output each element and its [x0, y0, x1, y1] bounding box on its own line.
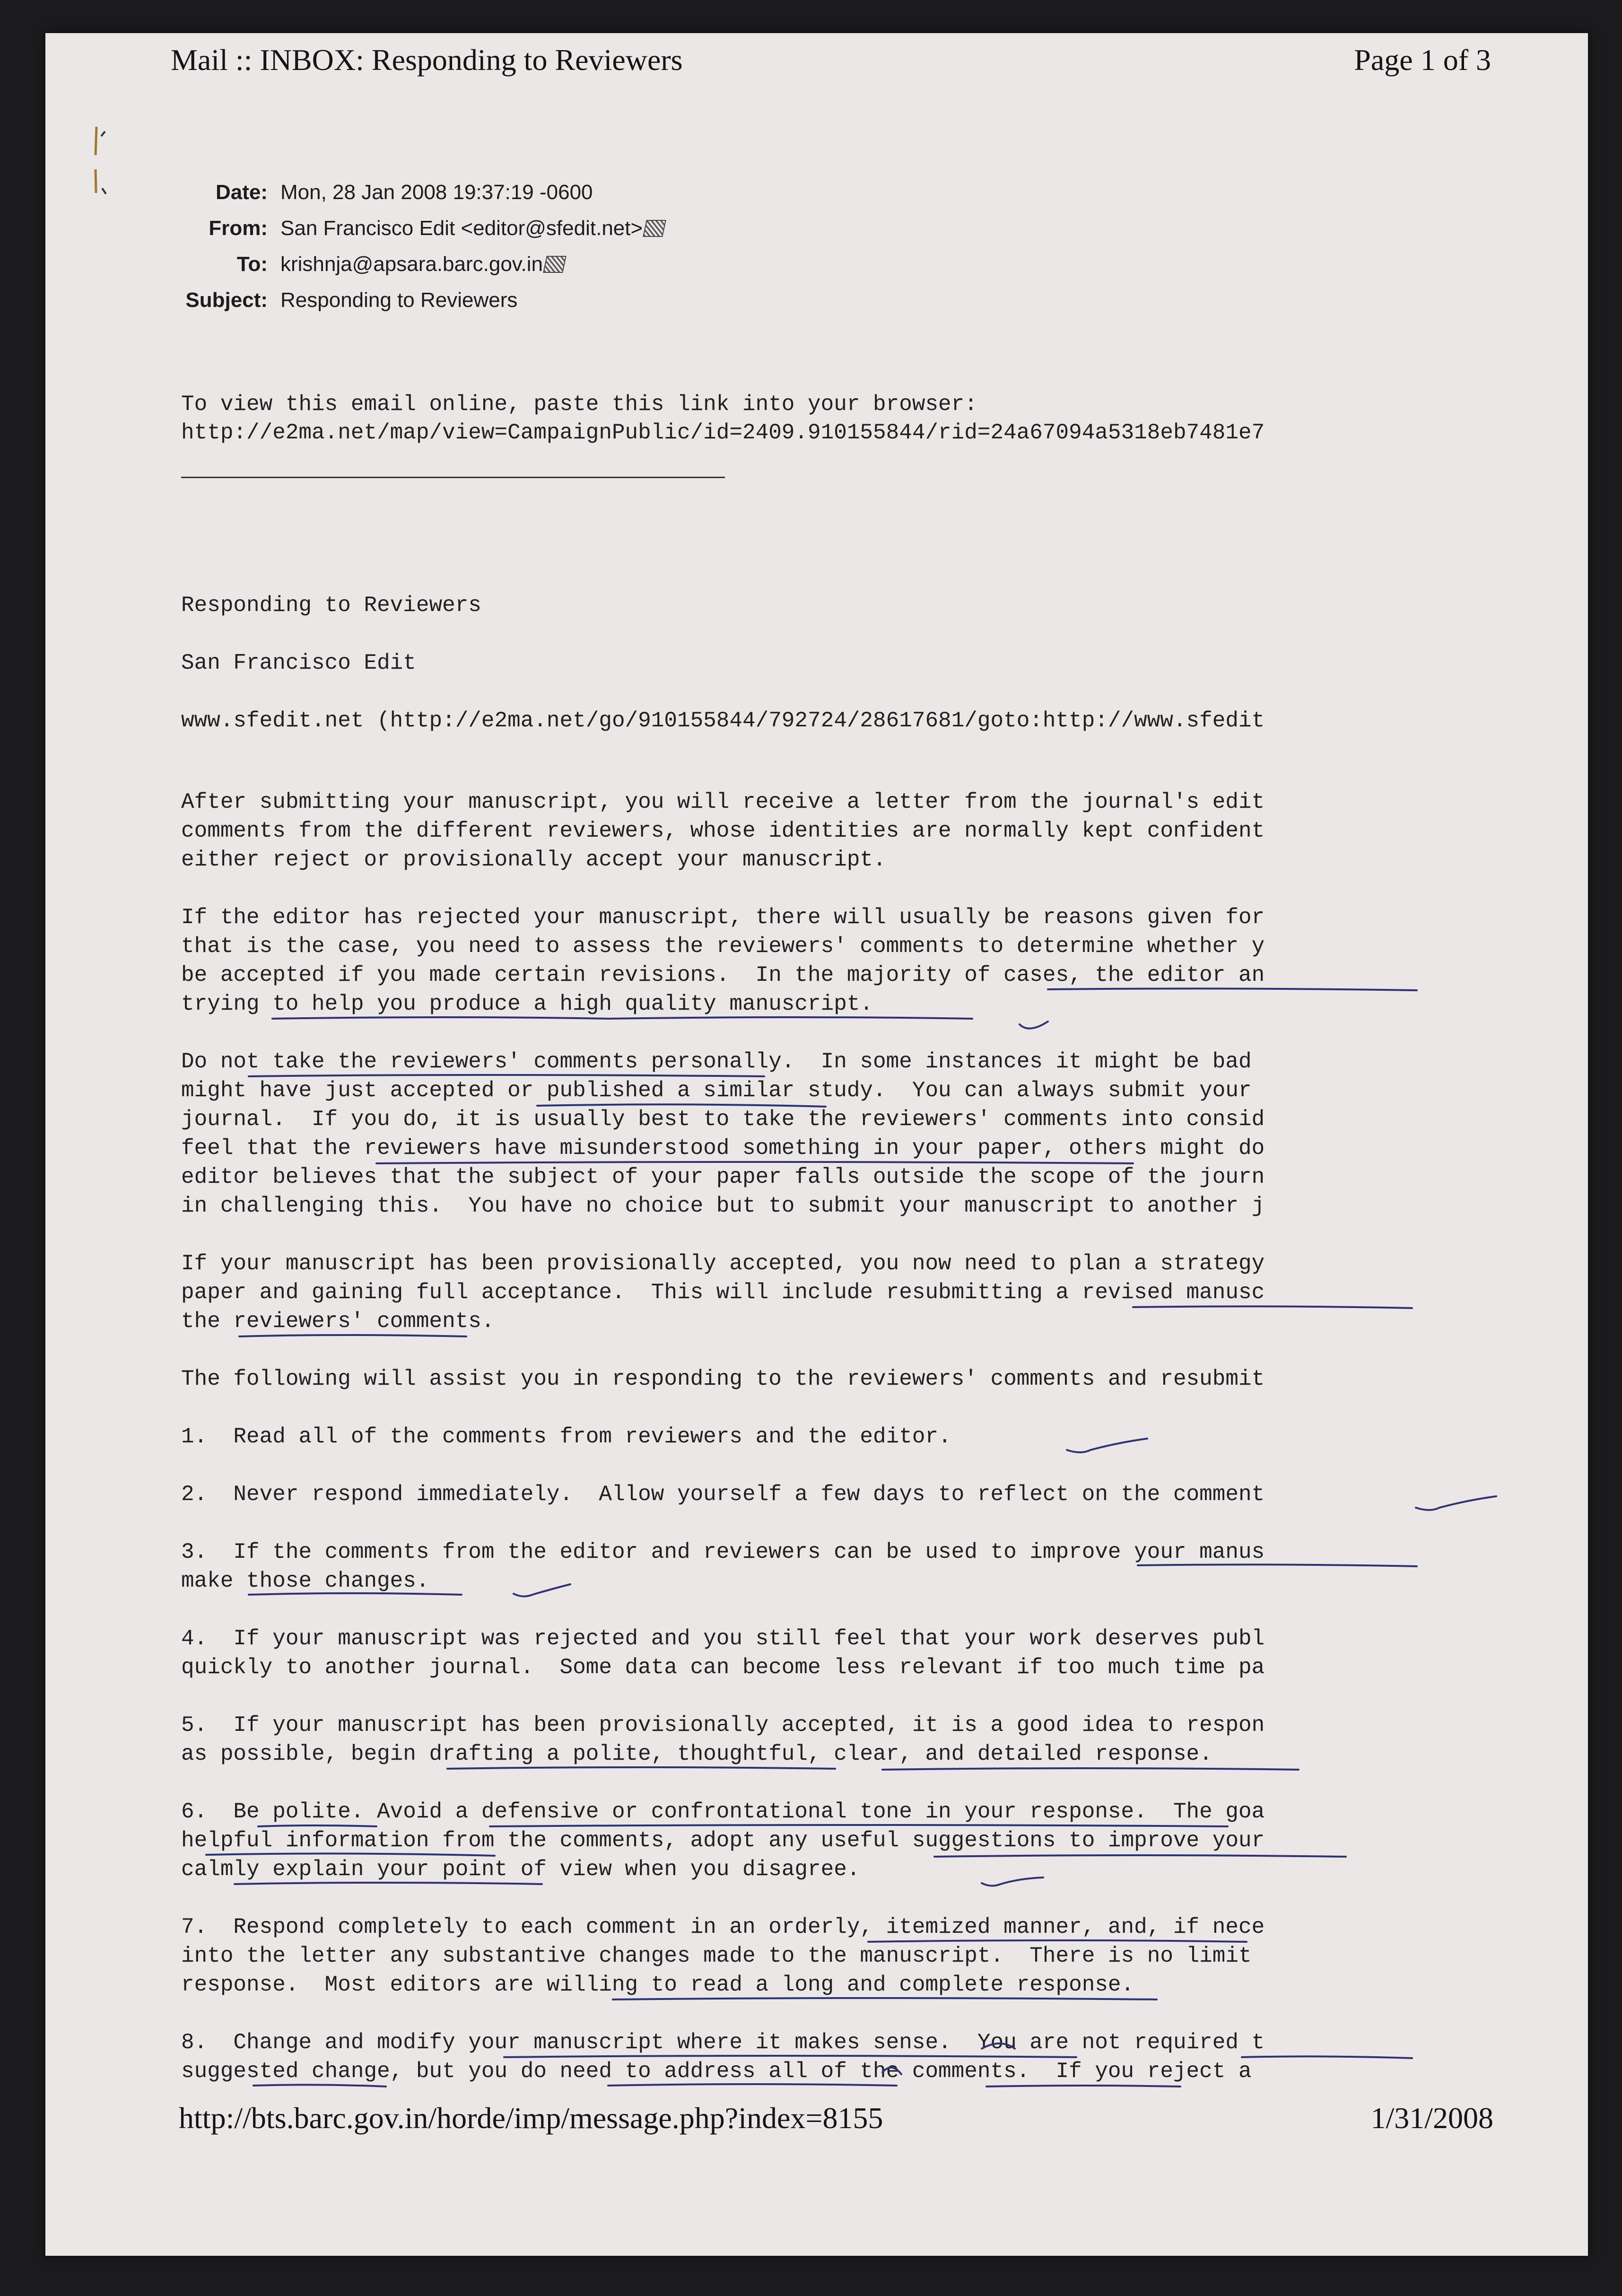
tick-mark: [1067, 1439, 1147, 1452]
list-item: 4. If your manuscript was rejected and you still feel that your work deserves publ: [181, 1626, 1265, 1651]
tick-mark: [514, 1584, 570, 1597]
intro-line: To view this email online, paste this link into your browser:: [181, 392, 977, 417]
list-item: 5. If your manuscript has been provisionally accepted, it is a good idea to respon: [181, 1713, 1265, 1737]
paragraph-line: paper and gaining full acceptance. This will include resubmitting a revised manusc: [181, 1280, 1265, 1305]
paragraph-line: be accepted if you made certain revisions. In the majority of cases, the editor an: [181, 963, 1265, 987]
paragraph-line: Do not take the reviewers' comments personally. In some instances it might be bad: [181, 1049, 1252, 1074]
paragraph-line: If the editor has rejected your manuscript, there will usually be reasons given for: [181, 905, 1265, 930]
underline-mark: [1133, 1306, 1412, 1308]
paragraph-line: editor believes that the subject of your paper falls outside the scope of the journ: [181, 1165, 1265, 1189]
print-header-title: Mail :: INBOX: Responding to Reviewers: [171, 43, 683, 77]
tick-mark: [1416, 1496, 1496, 1510]
underline-mark: [882, 1768, 1299, 1770]
underline-mark: [868, 1940, 1247, 1942]
paragraph-line: the reviewers' comments.: [181, 1309, 495, 1334]
list-item-cont: calmly explain your point of view when you disagree.: [181, 1857, 860, 1882]
list-item: 8. Change and modify your manuscript where it makes sense. You are not required t: [181, 2030, 1265, 2055]
list-item: 2. Never respond immediately. Allow yourself a few days to reflect on the comment: [181, 1482, 1265, 1507]
underline-mark: [272, 1017, 972, 1019]
paragraph-line: comments from the different reviewers, whose identities are normally kept confident: [181, 819, 1265, 843]
paragraph-line: either reject or provisionally accept your manuscript.: [181, 847, 886, 872]
underline-mark: [376, 1162, 1133, 1163]
list-item-cont: suggested change, but you do need to address all of the comments. If you reject a: [181, 2059, 1252, 2084]
list-item-cont: response. Most editors are willing to read a long and complete response.: [181, 1973, 1134, 1997]
from-label: From:: [209, 217, 268, 240]
underline-mark: [504, 2056, 1076, 2057]
list-item-cont: quickly to another journal. Some data can become less relevant if too much time pa: [181, 1655, 1265, 1680]
subject-value: Responding to Reviewers: [280, 288, 518, 312]
underline-mark: [1138, 1564, 1417, 1566]
underline-mark: [253, 2085, 386, 2086]
underline-mark: [934, 1855, 1346, 1857]
underline-mark: [537, 1104, 826, 1107]
printed-page: [45, 33, 1588, 2256]
underline-mark: [1242, 2056, 1412, 2058]
paragraph-line: feel that the reviewers have misunderstood something in your paper, others might do: [181, 1136, 1265, 1161]
underline-mark: [490, 1825, 1228, 1826]
strike-mark: [982, 2043, 1015, 2049]
to-label: To:: [236, 253, 268, 276]
paragraph-line: journal. If you do, it is usually best to take the reviewers' comments into consid: [181, 1107, 1265, 1132]
paragraph-line: might have just accepted or published a similar study. You can always submit your: [181, 1078, 1252, 1103]
article-org: San Francisco Edit: [181, 651, 416, 675]
underline-mark: [258, 1825, 376, 1826]
underline-mark: [206, 1853, 495, 1856]
list-item: 3. If the comments from the editor and reviewers can be used to improve your manus: [181, 1540, 1265, 1564]
strike-mark: [882, 2068, 901, 2074]
paragraph-line: trying to help you produce a high quality manuscript.: [181, 992, 873, 1016]
underline-mark: [608, 2084, 897, 2086]
underline-mark: [239, 1335, 466, 1336]
list-item: 6. Be polite. Avoid a defensive or confrontational tone in your response. The goa: [181, 1799, 1265, 1824]
date-value: Mon, 28 Jan 2008 19:37:19 -0600: [280, 181, 593, 204]
tick-mark: [1020, 1021, 1048, 1029]
intro-link: http://e2ma.net/map/view=CampaignPublic/id=2409.910155844/rid=24a67094a5318eb7481e7: [181, 420, 1265, 445]
article-site: www.sfedit.net (http://e2ma.net/go/910155844/792724/28617681/goto:http://www.sfedit: [181, 708, 1265, 733]
list-item-cont: as possible, begin drafting a polite, thoughtful, clear, and detailed response.: [181, 1742, 1212, 1766]
to-value: krishnja@apsara.barc.gov.in: [280, 253, 543, 276]
underline-mark: [447, 1767, 835, 1769]
print-footer-url: http://bts.barc.gov.in/horde/imp/message.php?index=8155: [179, 2101, 883, 2135]
underline-mark: [235, 1883, 542, 1884]
pen-annotations: [45, 33, 1588, 2256]
list-item-cont: make those changes.: [181, 1569, 429, 1593]
underline-mark: [613, 1998, 1157, 1999]
underline-mark: [249, 1593, 462, 1595]
paragraph-line: that is the case, you need to assess the reviewers' comments to determine whether y: [181, 934, 1265, 959]
list-item: 7. Respond completely to each comment in an orderly, itemized manner, and, if nece: [181, 1915, 1265, 1939]
underline-mark: [249, 1075, 764, 1076]
paragraph-line: The following will assist you in responding to the reviewers' comments and resubmit: [181, 1367, 1265, 1391]
list-item: 1. Read all of the comments from reviewers and the editor.: [181, 1424, 951, 1449]
from-value: San Francisco Edit <editor@sfedit.net>: [280, 217, 643, 240]
paragraph-line: After submitting your manuscript, you will receive a letter from the journal's edit: [181, 790, 1265, 814]
tick-mark: [982, 1877, 1043, 1886]
list-item-cont: helpful information from the comments, adopt any useful suggestions to improve your: [181, 1828, 1265, 1853]
article-title: Responding to Reviewers: [181, 593, 481, 618]
list-item-cont: into the letter any substantive changes made to the manuscript. There is no limit: [181, 1944, 1252, 1968]
paragraph-line: If your manuscript has been provisionally accepted, you now need to plan a strategy: [181, 1251, 1265, 1276]
paragraph-line: in challenging this. You have no choice but to submit your manuscript to another j: [181, 1194, 1265, 1218]
print-header-page: Page 1 of 3: [1354, 43, 1491, 77]
underline-mark: [1048, 988, 1417, 990]
print-footer-date: 1/31/2008: [1370, 2101, 1493, 2135]
subject-label: Subject:: [185, 288, 268, 312]
date-label: Date:: [215, 181, 268, 204]
